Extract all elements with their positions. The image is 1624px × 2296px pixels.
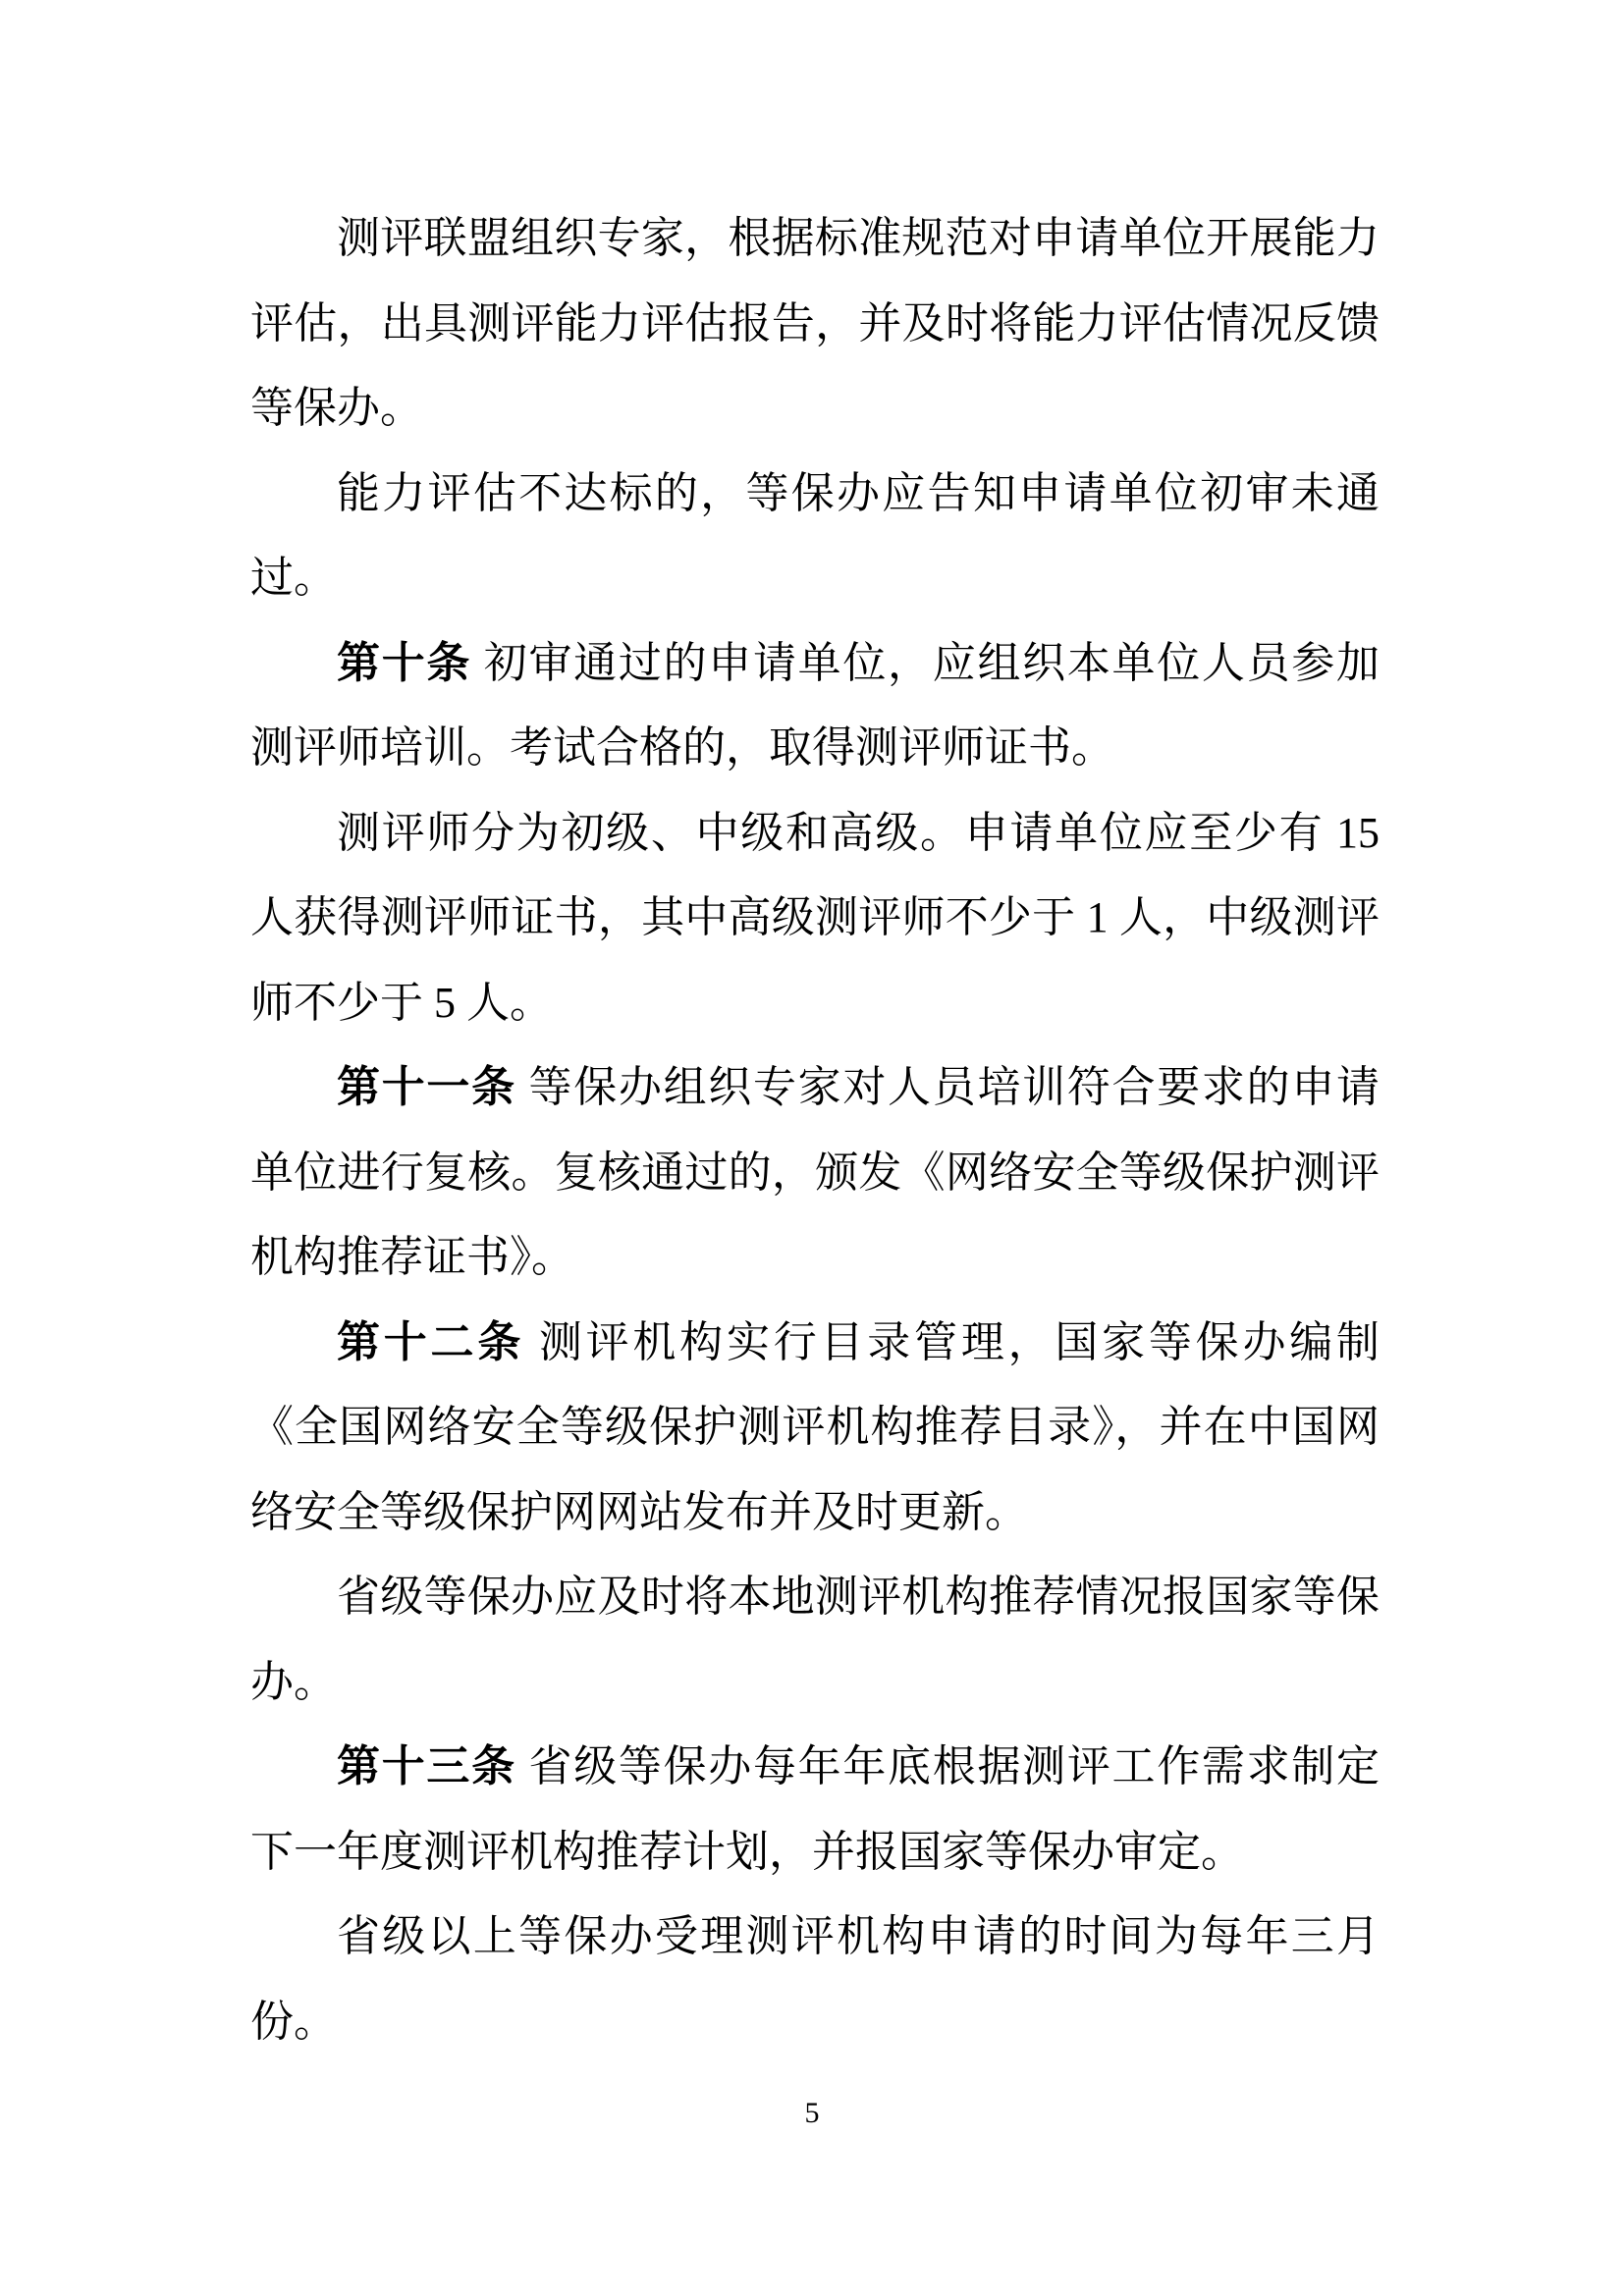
paragraph <box>250 1301 1380 1556</box>
article-number-heading: 第十一条 <box>337 1063 516 1111</box>
paragraph-text: 等保办组织专家对人员培训符合要求的申请单位进行复核。复核通过的，颁发《网络安全等级保护测评机构推荐证书》。 <box>250 1063 1380 1281</box>
paragraph-text: 测评机构实行目录管理，国家等保办编制《全国网络安全等级保护测评机构推荐目录》，并在中国网络安全等级保护网网站发布并及时更新。 <box>250 1317 1380 1536</box>
paragraph-text: 初审通过的申请单位，应组织本单位人员参加测评师培训。考试合格的，取得测评师证书。 <box>250 638 1380 772</box>
paragraph-text: 省级以上等保办受理测评机构申请的时间为每年三月份。 <box>250 1912 1380 2046</box>
paragraph <box>250 452 1380 621</box>
paragraph <box>250 1045 1380 1301</box>
page-number: 5 <box>804 2097 820 2129</box>
paragraph <box>250 1725 1380 1895</box>
document-body <box>250 196 1380 2064</box>
paragraph <box>250 1555 1380 1725</box>
article-number-heading: 第十条 <box>337 638 472 687</box>
paragraph-text: 测评联盟组织专家，根据标准规范对申请单位开展能力评估，出具测评能力评估报告，并及时将能力评估情况反馈等保办。 <box>250 214 1380 432</box>
paragraph <box>250 621 1380 791</box>
paragraph <box>250 791 1380 1046</box>
paragraph <box>250 1895 1380 2064</box>
paragraph-text: 测评师分为初级、中级和高级。申请单位应至少有 15 人获得测评师证书，其中高级测评师不少于 1 人，中级测评师不少于 5 人。 <box>250 808 1380 1027</box>
paragraph-text: 省级等保办每年年底根据测评工作需求制定下一年度测评机构推荐计划，并报国家等保办审定。 <box>250 1742 1380 1876</box>
paragraph <box>250 196 1380 452</box>
paragraph-text: 省级等保办应及时将本地测评机构推荐情况报国家等保办。 <box>250 1573 1380 1706</box>
article-number-heading: 第十二条 <box>337 1317 525 1366</box>
article-number-heading: 第十三条 <box>337 1742 516 1790</box>
paragraph-text: 能力评估不达标的，等保办应告知申请单位初审未通过。 <box>250 468 1380 602</box>
